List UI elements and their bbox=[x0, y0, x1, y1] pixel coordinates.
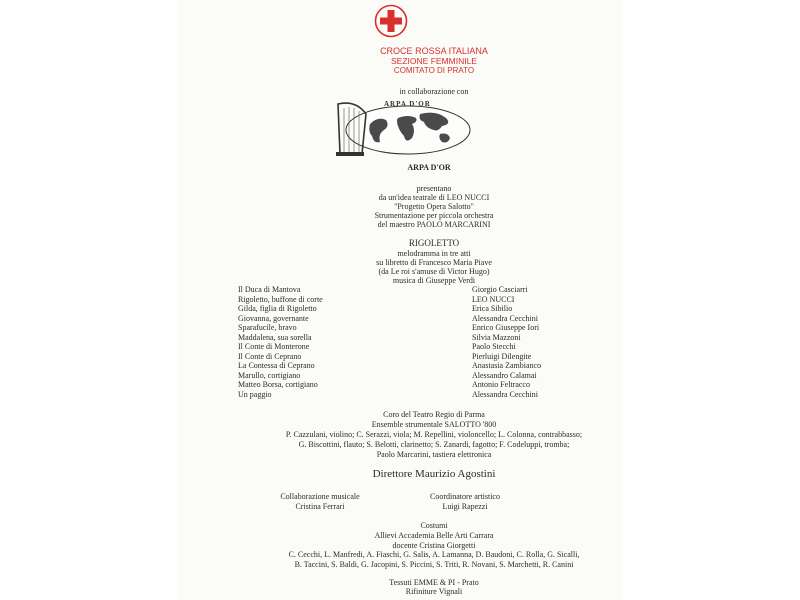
role: Il Conte di Monterone bbox=[238, 342, 310, 351]
opera-subtitle: melodramma in tre atti bbox=[397, 249, 471, 258]
role: Il Duca di Mantova bbox=[238, 285, 301, 294]
singer: LEO NUCCI bbox=[472, 294, 515, 304]
singer: Pierluigi Dilengite bbox=[472, 351, 532, 361]
singer: Enrico Giuseppe Iori bbox=[472, 323, 540, 332]
orchestration-text: Strumentazione per piccola orchestra bbox=[374, 211, 494, 220]
arpa-dor-logo bbox=[332, 100, 474, 158]
org-section: SEZIONE FEMMINILE bbox=[391, 56, 477, 66]
org-name: CROCE ROSSA ITALIANA bbox=[380, 46, 488, 56]
opera-title: RIGOLETTO bbox=[408, 238, 460, 248]
role: Un paggio bbox=[238, 389, 272, 399]
singer: Anastasia Zambianco bbox=[472, 361, 542, 370]
cast-row bbox=[238, 314, 568, 324]
cast-row bbox=[238, 304, 568, 314]
cast-row bbox=[238, 371, 568, 381]
presentano-text: presentano bbox=[416, 184, 452, 193]
maestro-text: del maestro PAOLO MARCARINI bbox=[377, 220, 491, 229]
singer: Alessandra Cecchini bbox=[472, 313, 538, 323]
cast-list bbox=[238, 285, 568, 399]
cast-row bbox=[238, 352, 568, 362]
cast-row bbox=[238, 333, 568, 343]
project-text: "Progetto Opera Salotto" bbox=[394, 202, 474, 211]
cast-row bbox=[238, 380, 568, 390]
musicians-line-2: G. Biscottini, flauto; S. Belotti, clarinetto; S. Zanardi, fagotto; F. Codeluppi, tromba; bbox=[298, 440, 570, 449]
role: Il Conte di Ceprano bbox=[238, 351, 302, 361]
role: Giovanna, governante bbox=[238, 313, 309, 323]
cast-row bbox=[238, 295, 568, 305]
costumes-title: Costumi bbox=[420, 521, 448, 530]
teacher-text: docente Cristina Giorgetti bbox=[392, 541, 476, 550]
cast-row bbox=[238, 342, 568, 352]
musicians-line-1: P. Cazzulani, violino; C. Serazzi, viola; M. Repellini, violoncello; L. Colonna, contrabbasso; bbox=[285, 430, 583, 439]
coord-credit-label: Coordinatore artistico bbox=[430, 492, 500, 501]
singer: Alessandra Cecchini bbox=[472, 389, 538, 399]
singer: Erica Sibilio bbox=[472, 304, 513, 313]
singer: Silvia Mazzoni bbox=[472, 332, 521, 342]
idea-text: da un'idea teatrale di LEO NUCCI bbox=[378, 193, 490, 202]
source-text: (da Le roi s'amuse di Victor Hugo) bbox=[378, 267, 490, 276]
director-text: Direttore Maurizio Agostini bbox=[372, 468, 496, 480]
cast-row bbox=[238, 323, 568, 333]
libretto-text: su libretto di Francesco Maria Piave bbox=[376, 258, 492, 267]
coord-credit-name: Luigi Rapezzi bbox=[442, 502, 488, 511]
singer: Alessandro Calamai bbox=[472, 370, 537, 380]
singer: Antonio Feltracco bbox=[472, 380, 530, 389]
role: Rigoletto, buffone di corte bbox=[238, 294, 323, 304]
cast-row bbox=[238, 285, 568, 295]
costume-names-line-2: B. Taccini, S. Baldi, G. Jacopini, S. Piccini, S. Triti, R. Novani, S. Marchetti, R. Canini bbox=[294, 560, 574, 569]
org-committee: COMITATO DI PRATO bbox=[393, 66, 475, 75]
role: La Contessa di Ceprano bbox=[238, 361, 315, 370]
collaboration-text: in collaborazione con bbox=[399, 87, 469, 96]
cast-row bbox=[238, 390, 568, 400]
music-text: musica di Giuseppe Verdi bbox=[392, 276, 476, 285]
musicians-line-3: Paolo Marcarini, tastiera elettronica bbox=[376, 450, 492, 459]
red-cross-logo-icon bbox=[374, 4, 408, 38]
costume-names-line-1: C. Cecchi, L. Manfredi, A. Fiaschi, G. Salis, A. Lamanna, D. Baudoni, C. Rolla, G. Sicalli, bbox=[288, 550, 580, 559]
brand-name: ARPA D'OR bbox=[407, 163, 451, 172]
role: Matteo Borsa, cortigiano bbox=[238, 380, 318, 389]
choir-text: Coro del Teatro Regio di Parma bbox=[383, 410, 485, 419]
cast-row bbox=[238, 361, 568, 371]
collab-credit-name: Cristina Ferrari bbox=[295, 502, 345, 511]
role: Sparafucile, bravo bbox=[238, 323, 297, 332]
academy-text: Allievi Accademia Belle Arti Carrara bbox=[374, 531, 494, 540]
role: Maddalena, sua sorella bbox=[238, 332, 312, 342]
fabrics-text: Tessuti EMME & PI - Prato bbox=[389, 578, 479, 587]
ensemble-text: Ensemble strumentale SALOTTO '800 bbox=[371, 420, 497, 429]
role: Marullo, cortigiano bbox=[238, 370, 301, 380]
singer: Giorgio Casciarri bbox=[472, 285, 528, 294]
singer: Paolo Stecchi bbox=[472, 342, 516, 351]
role: Gilda, figlia di Rigoletto bbox=[238, 304, 317, 313]
finishing-text: Rifiniture Vignali bbox=[405, 587, 463, 596]
collab-credit-label: Collaborazione musicale bbox=[280, 492, 360, 501]
logo-text: ARPA D'OR bbox=[384, 100, 431, 108]
